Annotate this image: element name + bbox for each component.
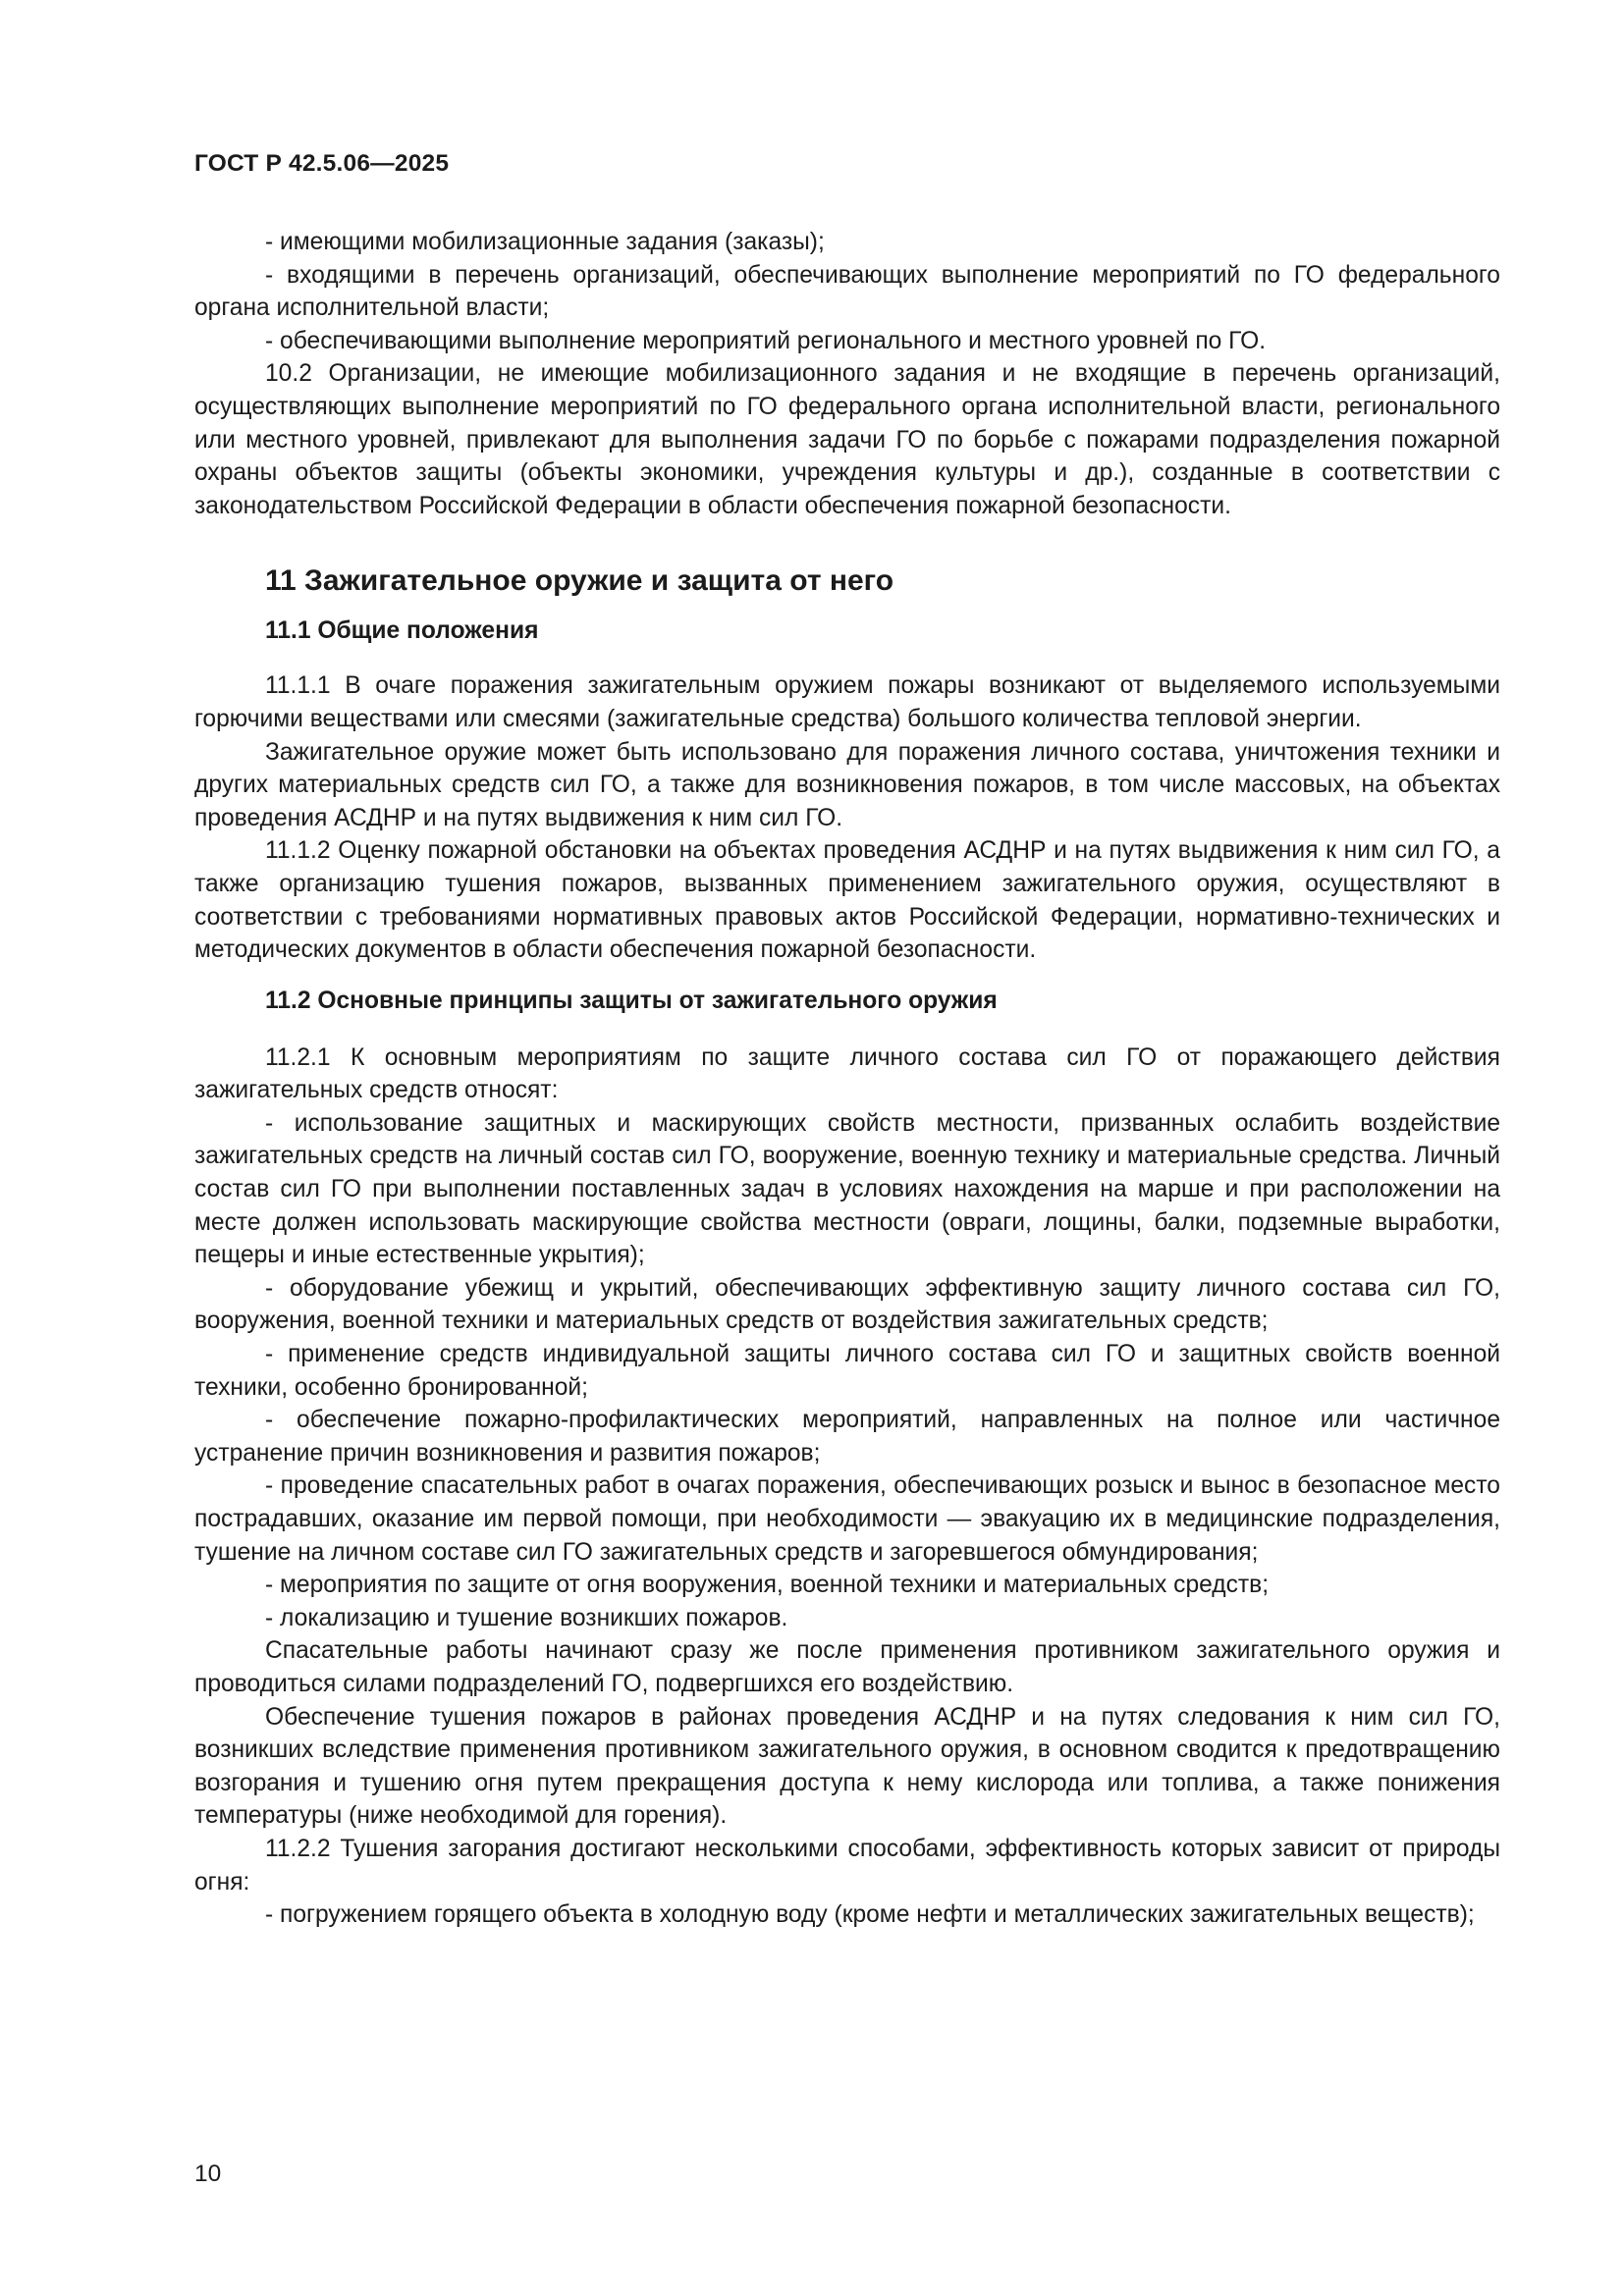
- page-content: [194, 226, 1500, 1932]
- list-item: - мероприятия по защите от огня вооружения, военной техники и материальных средств;: [265, 1572, 1270, 1599]
- list-item: - использование защитных и маскирующих свойств местности, призванных ослабить воздействие зажигательных средств на личный состав сил ГО, вооружение, военную технику и материальные средства. Личный состав сил ГО при выполнении поставленных задач в условиях нахождения на марше и при расположении на месте должен использовать маскирующие свойства местности (овраги, лощины, балки, подземные выработки, пещеры и иные естественные укрытия);: [194, 1109, 1500, 1269]
- list-item: - локализацию и тушение возникших пожаров.: [265, 1604, 788, 1631]
- list-item: - входящими в перечень организаций, обеспечивающих выполнение мероприятий по ГО федерального органа исполнительной власти;: [194, 261, 1500, 322]
- page-number: 10: [194, 2161, 222, 2187]
- list-item: - оборудование убежищ и укрытий, обеспечивающих эффективную защиту личного состава сил ГО, вооружения, военной техники и материальных средств от воздействия зажигательных средств;: [194, 1274, 1500, 1335]
- list-item: - обеспечение пожарно-профилактических мероприятий, направленных на полное или частичное устранение причин возникновения и развития пожаров;: [194, 1407, 1500, 1467]
- list-item: - погружением горящего объекта в холодную воду (кроме нефти и металлических зажигательных веществ);: [265, 1901, 1475, 1929]
- subsection-11-2-title: 11.2 Основные принципы защиты от зажигательного оружия: [265, 987, 998, 1014]
- paragraph-11-1-2: 11.1.2 Оценку пожарной обстановки на объектах проведения АСДНР и на путях выдвижения к ним сил ГО, а также организацию тушения пожаров, вызванных применением зажигательного оружия, осуществляют в соответствии с требованиями нормативных правовых актов Российской Федерации, нормативно-технических и методических документов в области обеспечения пожарной безопасности.: [194, 837, 1500, 964]
- list-item: - обеспечивающими выполнение мероприятий регионального и местного уровней по ГО.: [265, 327, 1267, 354]
- subsection-11-1-title: 11.1 Общие положения: [265, 617, 539, 645]
- list-item: - проведение спасательных работ в очагах поражения, обеспечивающих розыск и вынос в безопасное место пострадавших, оказание им первой помощи, при необходимости — эвакуацию их в медицинские подразделения, тушение на личном составе сил ГО зажигательных средств и загоревшегося обмундирования;: [194, 1472, 1500, 1566]
- paragraph-10-2: 10.2 Организации, не имеющие мобилизационного задания и не входящие в перечень организаций, осуществляющих выполнение мероприятий по ГО федерального органа исполнительной власти, регионального или местного уровней, привлекают для выполнения задачи ГО по борьбе с пожарами подразделения пожарной охраны объектов защиты (объекты экономики, учреждения культуры и др.), созданные в соответствии с законодательством Российской Федерации в области обеспечения пожарной безопасности.: [194, 360, 1500, 519]
- section-11-title: 11 Зажигательное оружие и защита от него: [265, 564, 894, 598]
- list-item: - имеющими мобилизационные задания (заказы);: [265, 229, 825, 255]
- paragraph: Зажигательное оружие может быть использовано для поражения личного состава, уничтожения техники и других материальных средств сил ГО, а также для возникновения пожаров, в том числе массовых, на объектах проведения АСДНР и на путях выдвижения к ним сил ГО.: [194, 738, 1500, 831]
- paragraph-11-1-1: 11.1.1 В очаге поражения зажигательным оружием пожары возникают от выделяемого используемыми горючими веществами или смесями (зажигательные средства) большого количества тепловой энергии.: [194, 672, 1500, 732]
- standard-id-header: ГОСТ Р 42.5.06—2025: [194, 150, 450, 177]
- list-item: - применение средств индивидуальной защиты личного состава сил ГО и защитных свойств военной техники, особенно бронированной;: [194, 1341, 1500, 1401]
- paragraph-11-2-2: 11.2.2 Тушения загорания достигают несколькими способами, эффективность которых зависит от природы огня:: [194, 1835, 1500, 1896]
- paragraph: Обеспечение тушения пожаров в районах проведения АСДНР и на путях следования к ним сил ГО, возникших вследствие применения противником зажигательного оружия, в основном сводится к предотвращению возгорания и тушению огня путем прекращения доступа к нему кислорода или топлива, а также понижения температуры (ниже необходимой для горения).: [194, 1703, 1500, 1830]
- paragraph: Спасательные работы начинают сразу же после применения противником зажигательного оружия и проводиться силами подразделений ГО, подвергшихся его воздействию.: [194, 1637, 1500, 1697]
- paragraph-11-2-1: 11.2.1 К основным мероприятиям по защите личного состава сил ГО от поражающего действия зажигательных средств относят:: [194, 1043, 1500, 1104]
